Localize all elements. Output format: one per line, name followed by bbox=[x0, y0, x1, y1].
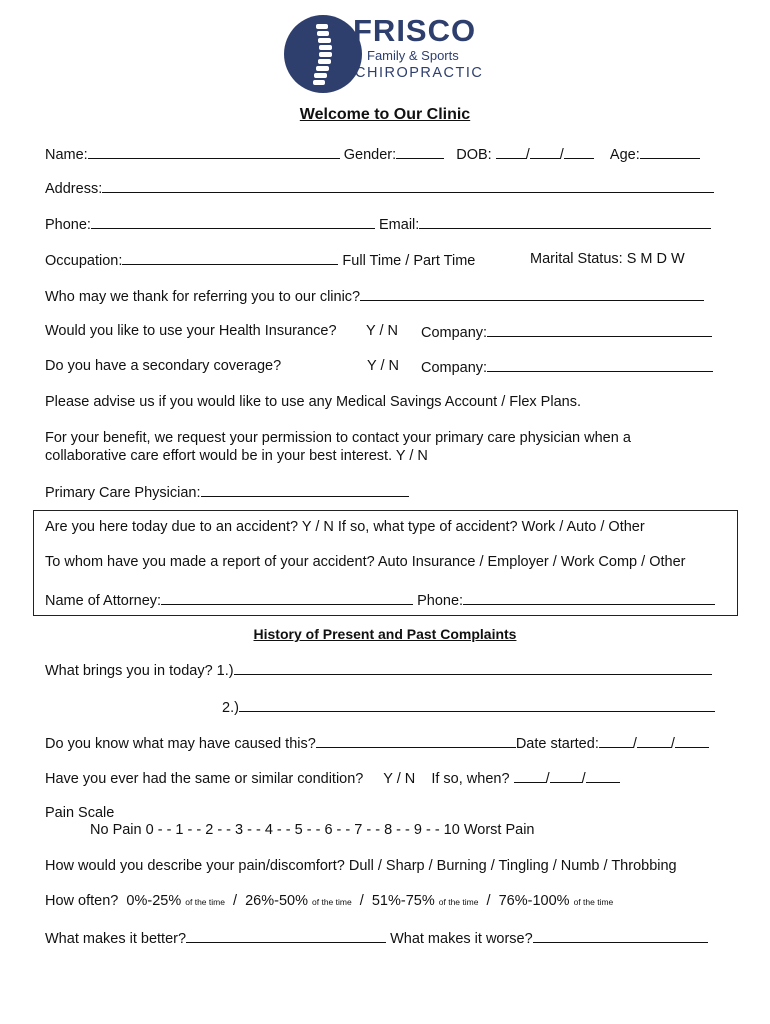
worse-field[interactable] bbox=[533, 928, 708, 943]
secondary-label: Do you have a secondary coverage? bbox=[45, 358, 282, 374]
same-condition-label: Have you ever had the same or similar condition? bbox=[45, 771, 364, 787]
brings-label: What brings you in today? 1.) bbox=[45, 663, 234, 679]
name-label: Name: bbox=[45, 147, 88, 163]
better-field[interactable] bbox=[186, 928, 386, 943]
attorney-field[interactable] bbox=[161, 590, 413, 605]
referral-field[interactable] bbox=[360, 286, 704, 301]
age-label: Age: bbox=[609, 147, 640, 163]
pcp-label: Primary Care Physician: bbox=[45, 485, 201, 501]
freq-option-3[interactable]: 51%-75% bbox=[371, 893, 435, 909]
how-often-row bbox=[45, 892, 613, 911]
date-started-label: Date started: bbox=[515, 736, 599, 752]
name-field[interactable] bbox=[88, 144, 340, 159]
freq-sep-1: / bbox=[233, 893, 238, 909]
brings-label-2: 2.) bbox=[222, 700, 239, 716]
freq-option-4-suffix: of the time bbox=[573, 897, 614, 907]
logo-chiropractic: CHIROPRACTIC bbox=[355, 65, 484, 81]
insurance-yn[interactable]: Y / N bbox=[366, 323, 398, 339]
occupation-label: Occupation: bbox=[45, 253, 123, 269]
address-field[interactable] bbox=[102, 178, 714, 193]
accident-question: Are you here today due to an accident? Y / N If so, what type of accident? Work / Auto / Other bbox=[45, 519, 645, 535]
dob-day-field[interactable] bbox=[530, 144, 560, 159]
savings-text: Please advise us if you would like to use any Medical Savings Account / Flex Plans. bbox=[45, 394, 581, 410]
caused-row: Do you know what may have caused this? Date started: / / bbox=[45, 733, 709, 753]
address-row bbox=[45, 178, 714, 198]
freq-option-3-suffix: of the time bbox=[438, 897, 479, 907]
when-month[interactable] bbox=[514, 768, 546, 783]
same-condition-yn[interactable]: Y / N bbox=[383, 771, 416, 787]
pain-scale-label: Pain Scale bbox=[45, 805, 115, 821]
date-started-year[interactable] bbox=[675, 733, 709, 748]
gender-field[interactable] bbox=[396, 144, 444, 159]
when-year[interactable] bbox=[586, 768, 620, 783]
history-title: History of Present and Past Complaints bbox=[253, 626, 517, 642]
better-label: What makes it better? bbox=[45, 931, 187, 947]
same-condition-row: Have you ever had the same or similar condition? Y / N If so, when? / / bbox=[45, 768, 620, 788]
when-day[interactable] bbox=[550, 768, 582, 783]
dob-label: DOB: bbox=[456, 147, 492, 163]
gender-label: Gender: bbox=[343, 147, 397, 163]
occupation-field[interactable] bbox=[122, 250, 338, 265]
freq-option-2[interactable]: 26%-50% bbox=[245, 893, 308, 909]
freq-sep-2: / bbox=[359, 893, 364, 909]
email-label: Email: bbox=[379, 217, 420, 233]
page-title: Welcome to Our Clinic bbox=[299, 106, 471, 123]
brings-row-2 bbox=[222, 697, 715, 717]
freq-option-2-suffix: of the time bbox=[312, 897, 352, 907]
dob-month-field[interactable] bbox=[496, 144, 526, 159]
secondary-company-label: Company: bbox=[421, 360, 488, 376]
freq-option-1[interactable]: 0%-25% bbox=[126, 893, 182, 909]
date-started-day[interactable] bbox=[637, 733, 671, 748]
phone-field[interactable] bbox=[91, 214, 375, 229]
date-started-month[interactable] bbox=[599, 733, 633, 748]
brings-field-1[interactable] bbox=[234, 660, 712, 675]
logo-name: FRISCO bbox=[353, 13, 477, 48]
attorney-label: Name of Attorney: bbox=[45, 593, 162, 609]
accident-report-question: To whom have you made a report of your accident? Auto Insurance / Employer / Work Comp / Other bbox=[45, 554, 686, 570]
occupation-row bbox=[45, 250, 475, 270]
insurance-label: Would you like to use your Health Insurance? bbox=[45, 323, 337, 339]
email-field[interactable] bbox=[419, 214, 711, 229]
attorney-phone-field[interactable] bbox=[463, 590, 715, 605]
freq-option-1-suffix: of the time bbox=[185, 897, 225, 907]
pcp-row bbox=[45, 482, 409, 502]
clinic-logo bbox=[283, 13, 493, 95]
when-label: If so, when? bbox=[431, 771, 510, 787]
address-label: Address: bbox=[45, 181, 103, 197]
age-field[interactable] bbox=[640, 144, 700, 159]
brings-row bbox=[45, 660, 712, 680]
pain-scale-range[interactable]: No Pain 0 - - 1 - - 2 - - 3 - - 4 - - 5 - - 6 - - 7 - - 8 - - 9 - - 10 Worst Pain bbox=[90, 822, 535, 838]
spine-logo-icon bbox=[283, 14, 363, 94]
pcp-field[interactable] bbox=[201, 482, 409, 497]
better-worse-row bbox=[45, 928, 708, 948]
secondary-yn[interactable]: Y / N bbox=[367, 358, 399, 374]
freq-sep-3: / bbox=[486, 893, 491, 909]
referral-row bbox=[45, 286, 704, 306]
phone-email-row bbox=[45, 214, 711, 234]
dob-year-field[interactable] bbox=[564, 144, 594, 159]
name-row: Name: Gender: DOB: / / Age: bbox=[45, 144, 700, 164]
logo-subtitle: Family & Sports bbox=[367, 48, 459, 63]
attorney-phone-label: Phone: bbox=[417, 593, 464, 609]
pain-description[interactable]: How would you describe your pain/discomfort? Dull / Sharp / Burning / Tingling / Numb / Throbbing bbox=[45, 858, 677, 874]
freq-option-4[interactable]: 76%-100% bbox=[498, 893, 570, 909]
attorney-row bbox=[45, 590, 715, 610]
referral-label: Who may we thank for referring you to our clinic? bbox=[45, 289, 361, 305]
secondary-company-field[interactable] bbox=[487, 357, 713, 372]
benefit-text-1: For your benefit, we request your permission to contact your primary care physician when a bbox=[45, 430, 631, 446]
brings-field-2[interactable] bbox=[239, 697, 715, 712]
how-often-label: How often? bbox=[45, 893, 119, 909]
benefit-text-2: collaborative care effort would be in your best interest. Y / N bbox=[45, 448, 428, 464]
company-field[interactable] bbox=[487, 322, 712, 337]
phone-label: Phone: bbox=[45, 217, 91, 233]
caused-label: Do you know what may have caused this? bbox=[45, 736, 316, 752]
worse-label: What makes it worse? bbox=[390, 931, 533, 947]
marital-status[interactable]: Marital Status: S M D W bbox=[530, 251, 685, 267]
caused-field[interactable] bbox=[316, 733, 516, 748]
employment-options[interactable]: Full Time / Part Time bbox=[342, 253, 476, 269]
secondary-company-row bbox=[421, 357, 713, 377]
company-label: Company: bbox=[421, 325, 488, 341]
insurance-company-row bbox=[421, 322, 712, 342]
